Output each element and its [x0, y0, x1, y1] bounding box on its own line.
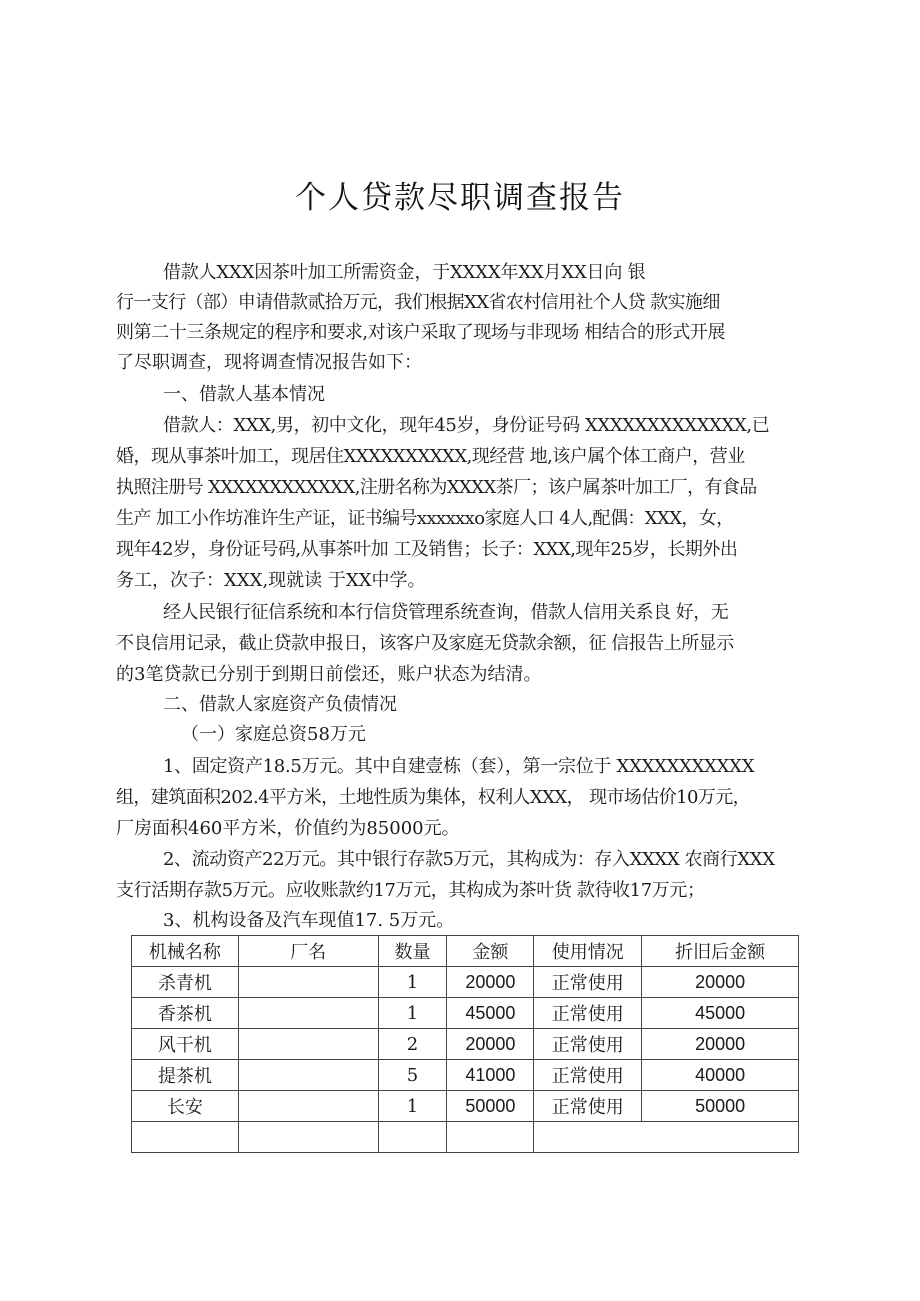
table-cell: 正常使用	[534, 1091, 642, 1122]
column-header: 使用情况	[534, 936, 642, 967]
table-cell	[238, 1091, 378, 1122]
column-header: 厂名	[238, 936, 378, 967]
table-cell: 45000	[447, 998, 534, 1029]
table-cell: 20000	[447, 1029, 534, 1060]
table-row	[132, 1029, 799, 1060]
column-header: 折旧后金额	[642, 936, 799, 967]
table-cell: 50000	[642, 1091, 799, 1122]
table-cell: 长安	[132, 1091, 239, 1122]
paragraph-line: 了尽职调查，现将调查情况报告如下：	[116, 352, 422, 373]
section-heading: 一、借款人基本情况	[163, 384, 325, 405]
paragraph-line: 生产 加工小作坊准许生产证，证书编号xxxxxxo家庭人口 4人,配偶：XXX，女，	[116, 508, 734, 529]
column-header: 数量	[378, 936, 447, 967]
paragraph-line: 现年42岁，身份证号码,从事茶叶加 工及销售；长子：XXX,现年25岁，长期外出	[116, 539, 738, 560]
table-cell: 正常使用	[534, 967, 642, 998]
table-cell: 正常使用	[534, 1060, 642, 1091]
table-cell: 提茶机	[132, 1060, 239, 1091]
column-header: 金额	[447, 936, 534, 967]
paragraph-line: 务工，次子：XXX,现就读 于XX中学。	[116, 570, 426, 591]
table-row	[132, 1091, 799, 1122]
table-cell	[447, 1122, 534, 1153]
table-cell: 20000	[642, 967, 799, 998]
table-cell: 40000	[642, 1060, 799, 1091]
paragraph-line: 则第二十三条规定的程序和要求,对该户采取了现场与非现场 相结合的形式开展	[116, 322, 726, 343]
table-cell	[238, 1122, 378, 1153]
table-cell	[378, 1122, 447, 1153]
table-cell: 50000	[447, 1091, 534, 1122]
table-row	[132, 1060, 799, 1091]
paragraph-line: 支行活期存款5万元。应收账款约17万元，其构成为茶叶货 款待收17万元；	[116, 880, 705, 901]
paragraph-line: 借款人XXX因茶叶加工所需资金，于XXXX年XX月XX日向 银	[163, 262, 646, 283]
table-cell	[238, 1029, 378, 1060]
paragraph-line: 厂房面积460平方米，价值约为85000元。	[116, 818, 460, 839]
table-cell: 2	[378, 1029, 447, 1060]
page-title: 个人贷款尽职调查报告	[295, 180, 625, 216]
table-cell: 杀青机	[132, 967, 239, 998]
paragraph-line: 婚，现从事茶叶加工，现居住XXXXXXXXXX,现经营 地,该户属个体工商户，营业	[116, 446, 745, 467]
paragraph-line: 3、机构设备及汽车现值17. 5万元。	[163, 910, 455, 931]
table-cell: 1	[378, 998, 447, 1029]
paragraph-line: 行一支行（部）申请借款贰拾万元，我们根据XX省农村信用社个人贷 款实施细	[116, 292, 720, 313]
table-row	[132, 998, 799, 1029]
table-row-empty	[132, 1122, 799, 1153]
table-cell: 20000	[447, 967, 534, 998]
table-cell: 香茶机	[132, 998, 239, 1029]
paragraph-line: 的3笔贷款已分别于到期日前偿还，账户状态为结清。	[116, 664, 542, 685]
section-heading: 二、借款人家庭资产负债情况	[163, 694, 397, 715]
table-cell: 45000	[642, 998, 799, 1029]
paragraph-line: 执照注册号 XXXXXXXXXXXX,注册名称为XXXX茶厂；该户属茶叶加工厂，有食品	[116, 477, 757, 498]
table-cell: 正常使用	[534, 1029, 642, 1060]
table-cell: 5	[378, 1060, 447, 1091]
table-cell	[534, 1122, 799, 1153]
paragraph-line: 组，建筑面积202.4平方米，土地性质为集体，权利人XXX， 现市场估价10万元，	[116, 787, 750, 808]
paragraph-line: 借款人：XXX,男，初中文化，现年45岁，身份证号码 XXXXXXXXXXXXX,已	[163, 415, 770, 436]
table-cell: 20000	[642, 1029, 799, 1060]
table-cell: 正常使用	[534, 998, 642, 1029]
table-cell: 风干机	[132, 1029, 239, 1060]
table-header-row	[132, 936, 799, 967]
table-cell	[238, 967, 378, 998]
paragraph-line: 经人民银行征信系统和本行信贷管理系统查询，借款人信用关系良 好，无	[163, 602, 729, 623]
table-row	[132, 967, 799, 998]
table-cell	[238, 998, 378, 1029]
equipment-table	[131, 935, 799, 1153]
table-cell: 1	[378, 1091, 447, 1122]
table-cell	[238, 1060, 378, 1091]
table-cell: 41000	[447, 1060, 534, 1091]
subsection-heading: （一）家庭总资58万元	[181, 724, 366, 745]
table-cell	[132, 1122, 239, 1153]
column-header: 机械名称	[132, 936, 239, 967]
paragraph-line: 2、流动资产22万元。其中银行存款5万元，其构成为：存入XXXX 农商行XXX	[163, 849, 775, 870]
table-cell: 1	[378, 967, 447, 998]
paragraph-line: 1、固定资产18.5万元。其中自建壹栋（套），第一宗位于 XXXXXXXXXXX	[163, 756, 755, 777]
paragraph-line: 不良信用记录，截止贷款申报日，该客户及家庭无贷款余额，征 信报告上所显示	[116, 633, 734, 654]
